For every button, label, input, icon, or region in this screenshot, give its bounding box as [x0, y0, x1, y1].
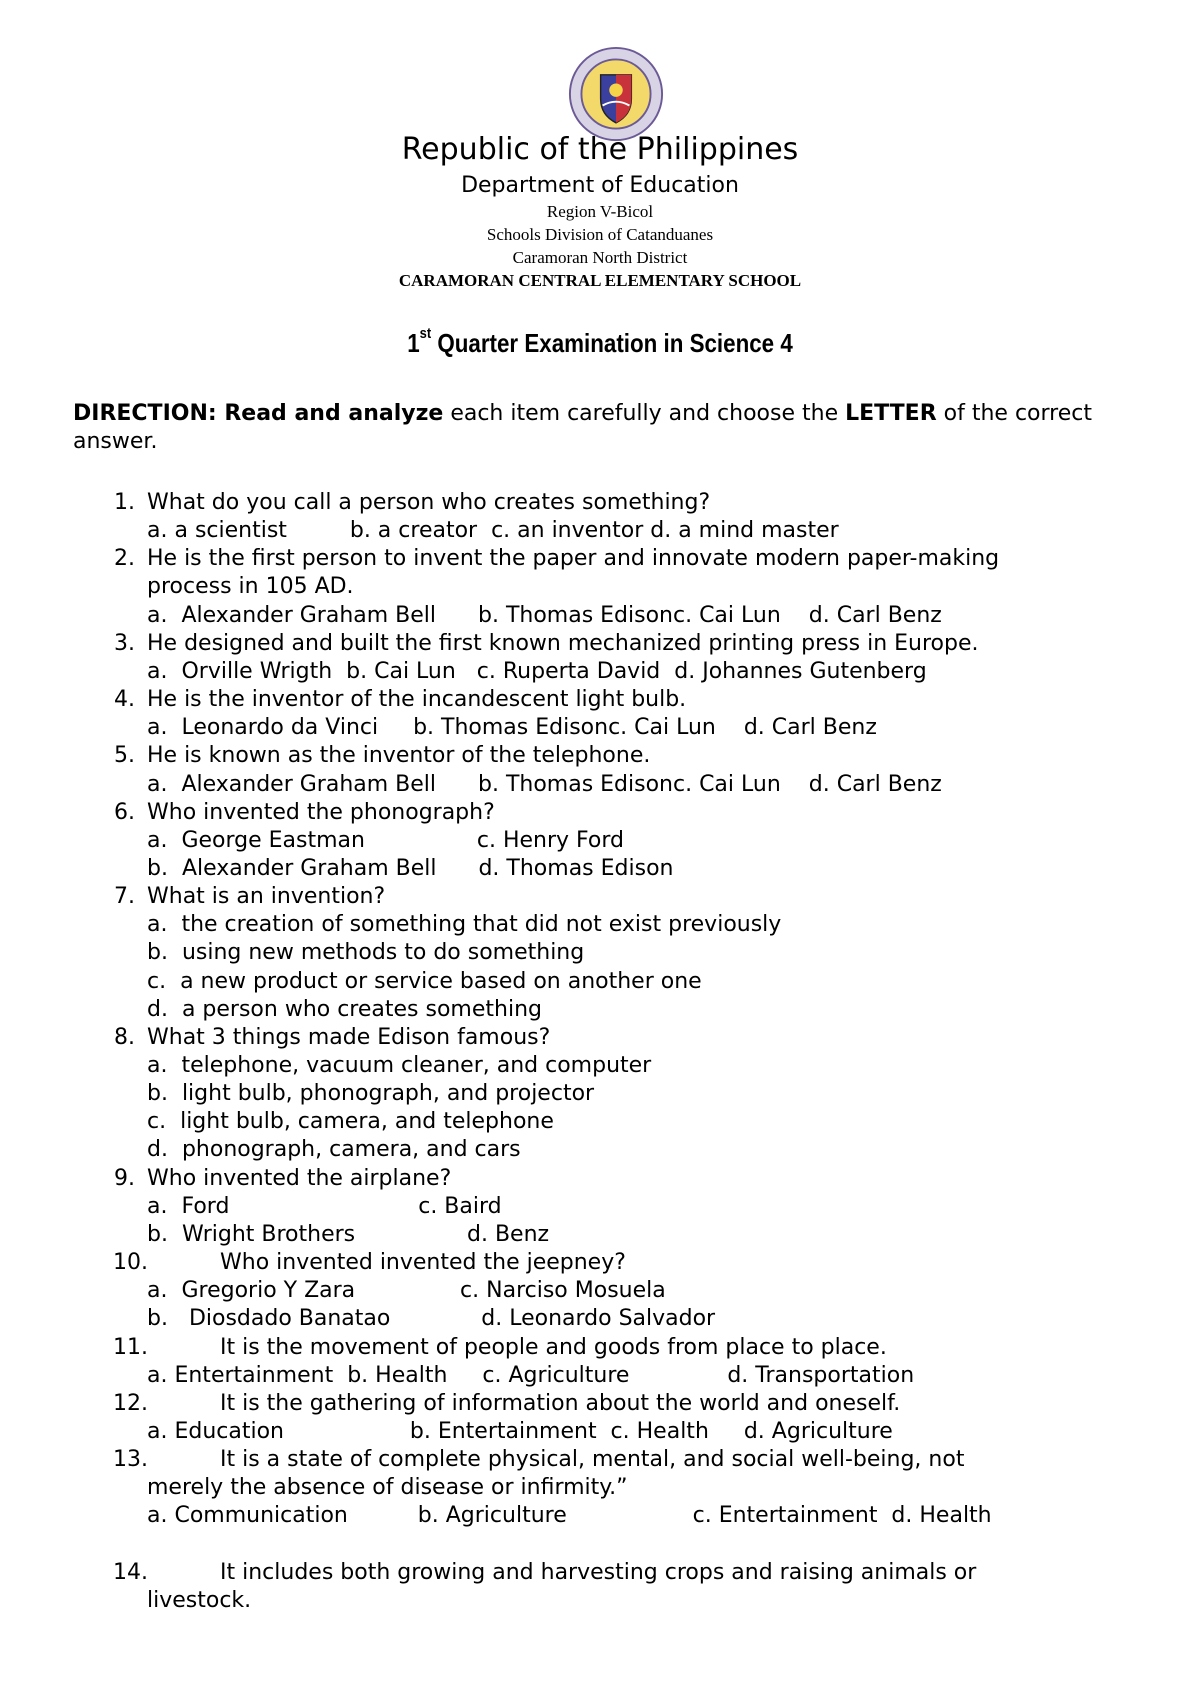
question-text: Who invented invented the jeepney? [220, 1250, 626, 1276]
question-number: 12. [113, 1390, 148, 1416]
region-line: Region V-Bicol [546, 202, 654, 221]
question-number: 10. [113, 1250, 148, 1276]
question-number: 1. [114, 490, 135, 515]
question-number: 9. [114, 1165, 135, 1191]
department-heading: Department of Education [461, 173, 739, 198]
question-number: 14. [113, 1559, 148, 1585]
district-line: Caramoran North District [512, 248, 688, 267]
question-text: What is an invention? [147, 884, 386, 910]
division-line: Schools Division of Catanduanes [486, 225, 714, 244]
title-number: 1 [407, 328, 420, 358]
question-text: Who invented the phonograph? [147, 799, 495, 825]
direction-paragraph [73, 400, 1133, 456]
question-text: What 3 things made Edison famous? [147, 1024, 551, 1050]
question-number: 11. [113, 1334, 148, 1360]
answer-choices: d. phonograph, camera, and cars [147, 1137, 521, 1163]
answer-choices: c. light bulb, camera, and telephone [147, 1109, 554, 1135]
question-text: It is the movement of people and goods from place to place. [220, 1334, 887, 1360]
question-number: 7. [114, 884, 135, 910]
title-text: Quarter Examination in Science 4 [431, 328, 793, 358]
question-text: He is known as the inventor of the telephone. [147, 743, 651, 769]
question-number: 5. [114, 743, 135, 769]
answer-choices: c. a new product or service based on another one [147, 968, 702, 994]
direction-emphasis: Read and analyze [216, 401, 444, 426]
question-text: He designed and built the first known mechanized printing press in Europe. [147, 630, 979, 656]
answer-choices: a. Alexander Graham Bell b. Thomas Edisonc. Cai Lun d. Carl Benz [147, 602, 942, 628]
question-text-continued: merely the absence of disease or infirmity.” [147, 1475, 628, 1501]
country-heading: Republic of the Philippines [401, 132, 799, 167]
question-text: Who invented the airplane? [147, 1165, 452, 1191]
answer-choices: a. Ford c. Baird [147, 1193, 502, 1219]
answer-choices: a. Gregorio Y Zara c. Narciso Mosuela [147, 1278, 666, 1304]
answer-choices: b. Alexander Graham Bell d. Thomas Edison [147, 855, 674, 881]
answer-choices: d. a person who creates something [147, 996, 542, 1022]
answer-choices: a. Orville Wrigth b. Cai Lun c. Ruperta David d. Johannes Gutenberg [147, 658, 927, 684]
answer-choices: a. the creation of something that did not exist previously [147, 912, 782, 938]
answer-choices: a. Education b. Entertainment c. Health d. Agriculture [147, 1418, 893, 1444]
question-text: He is the first person to invent the paper and innovate modern paper-making [147, 546, 1000, 572]
question-text: What do you call a person who creates something? [147, 490, 711, 515]
answer-choices: a. George Eastman c. Henry Ford [147, 827, 624, 853]
answer-choices: b. Diosdado Banatao d. Leonardo Salvador [147, 1306, 716, 1332]
exam-title [84, 325, 1116, 359]
question-number: 3. [114, 630, 135, 656]
direction-letter-emphasis: LETTER [845, 401, 937, 426]
answer-choices: a. Communication b. Agriculture c. Entertainment d. Health [147, 1503, 992, 1529]
question-text: It is a state of complete physical, mental, and social well-being, not [220, 1447, 965, 1473]
question-text-continued: process in 105 AD. [147, 574, 354, 600]
question-text: It is the gathering of information about the world and oneself. [220, 1390, 901, 1416]
question-number: 8. [114, 1024, 135, 1050]
direction-text: each item carefully and choose the [443, 401, 846, 426]
answer-choices: b. using new methods to do something [147, 940, 585, 966]
question-text: He is the inventor of the incandescent light bulb. [147, 687, 687, 713]
question-number: 6. [114, 799, 135, 825]
answer-choices: a. Alexander Graham Bell b. Thomas Edisonc. Cai Lun d. Carl Benz [147, 771, 942, 797]
answer-choices: a. a scientist b. a creator c. an inventor d. a mind master [147, 518, 839, 544]
answer-choices: b. light bulb, phonograph, and projector [147, 1081, 595, 1107]
answer-choices: b. Wright Brothers d. Benz [147, 1221, 550, 1247]
direction-label: DIRECTION: [73, 401, 217, 426]
title-ordinal: st [419, 325, 432, 343]
question-number: 4. [114, 687, 135, 713]
question-number: 2. [114, 546, 135, 572]
deped-seal-icon [568, 46, 664, 142]
question-number: 13. [113, 1447, 148, 1473]
question-text: It includes both growing and harvesting crops and raising animals or [220, 1559, 977, 1585]
answer-choices: a. telephone, vacuum cleaner, and computer [147, 1053, 652, 1078]
school-name: CARAMORAN CENTRAL ELEMENTARY SCHOOL [398, 271, 802, 290]
answer-choices: a. Leonardo da Vinci b. Thomas Edisonc. Cai Lun d. Carl Benz [147, 715, 877, 741]
answer-choices: a. Entertainment b. Health c. Agriculture d. Transportation [147, 1362, 915, 1388]
direction-text-end: of the correct answer. [73, 401, 1092, 454]
question-text-continued: livestock. [147, 1587, 252, 1613]
